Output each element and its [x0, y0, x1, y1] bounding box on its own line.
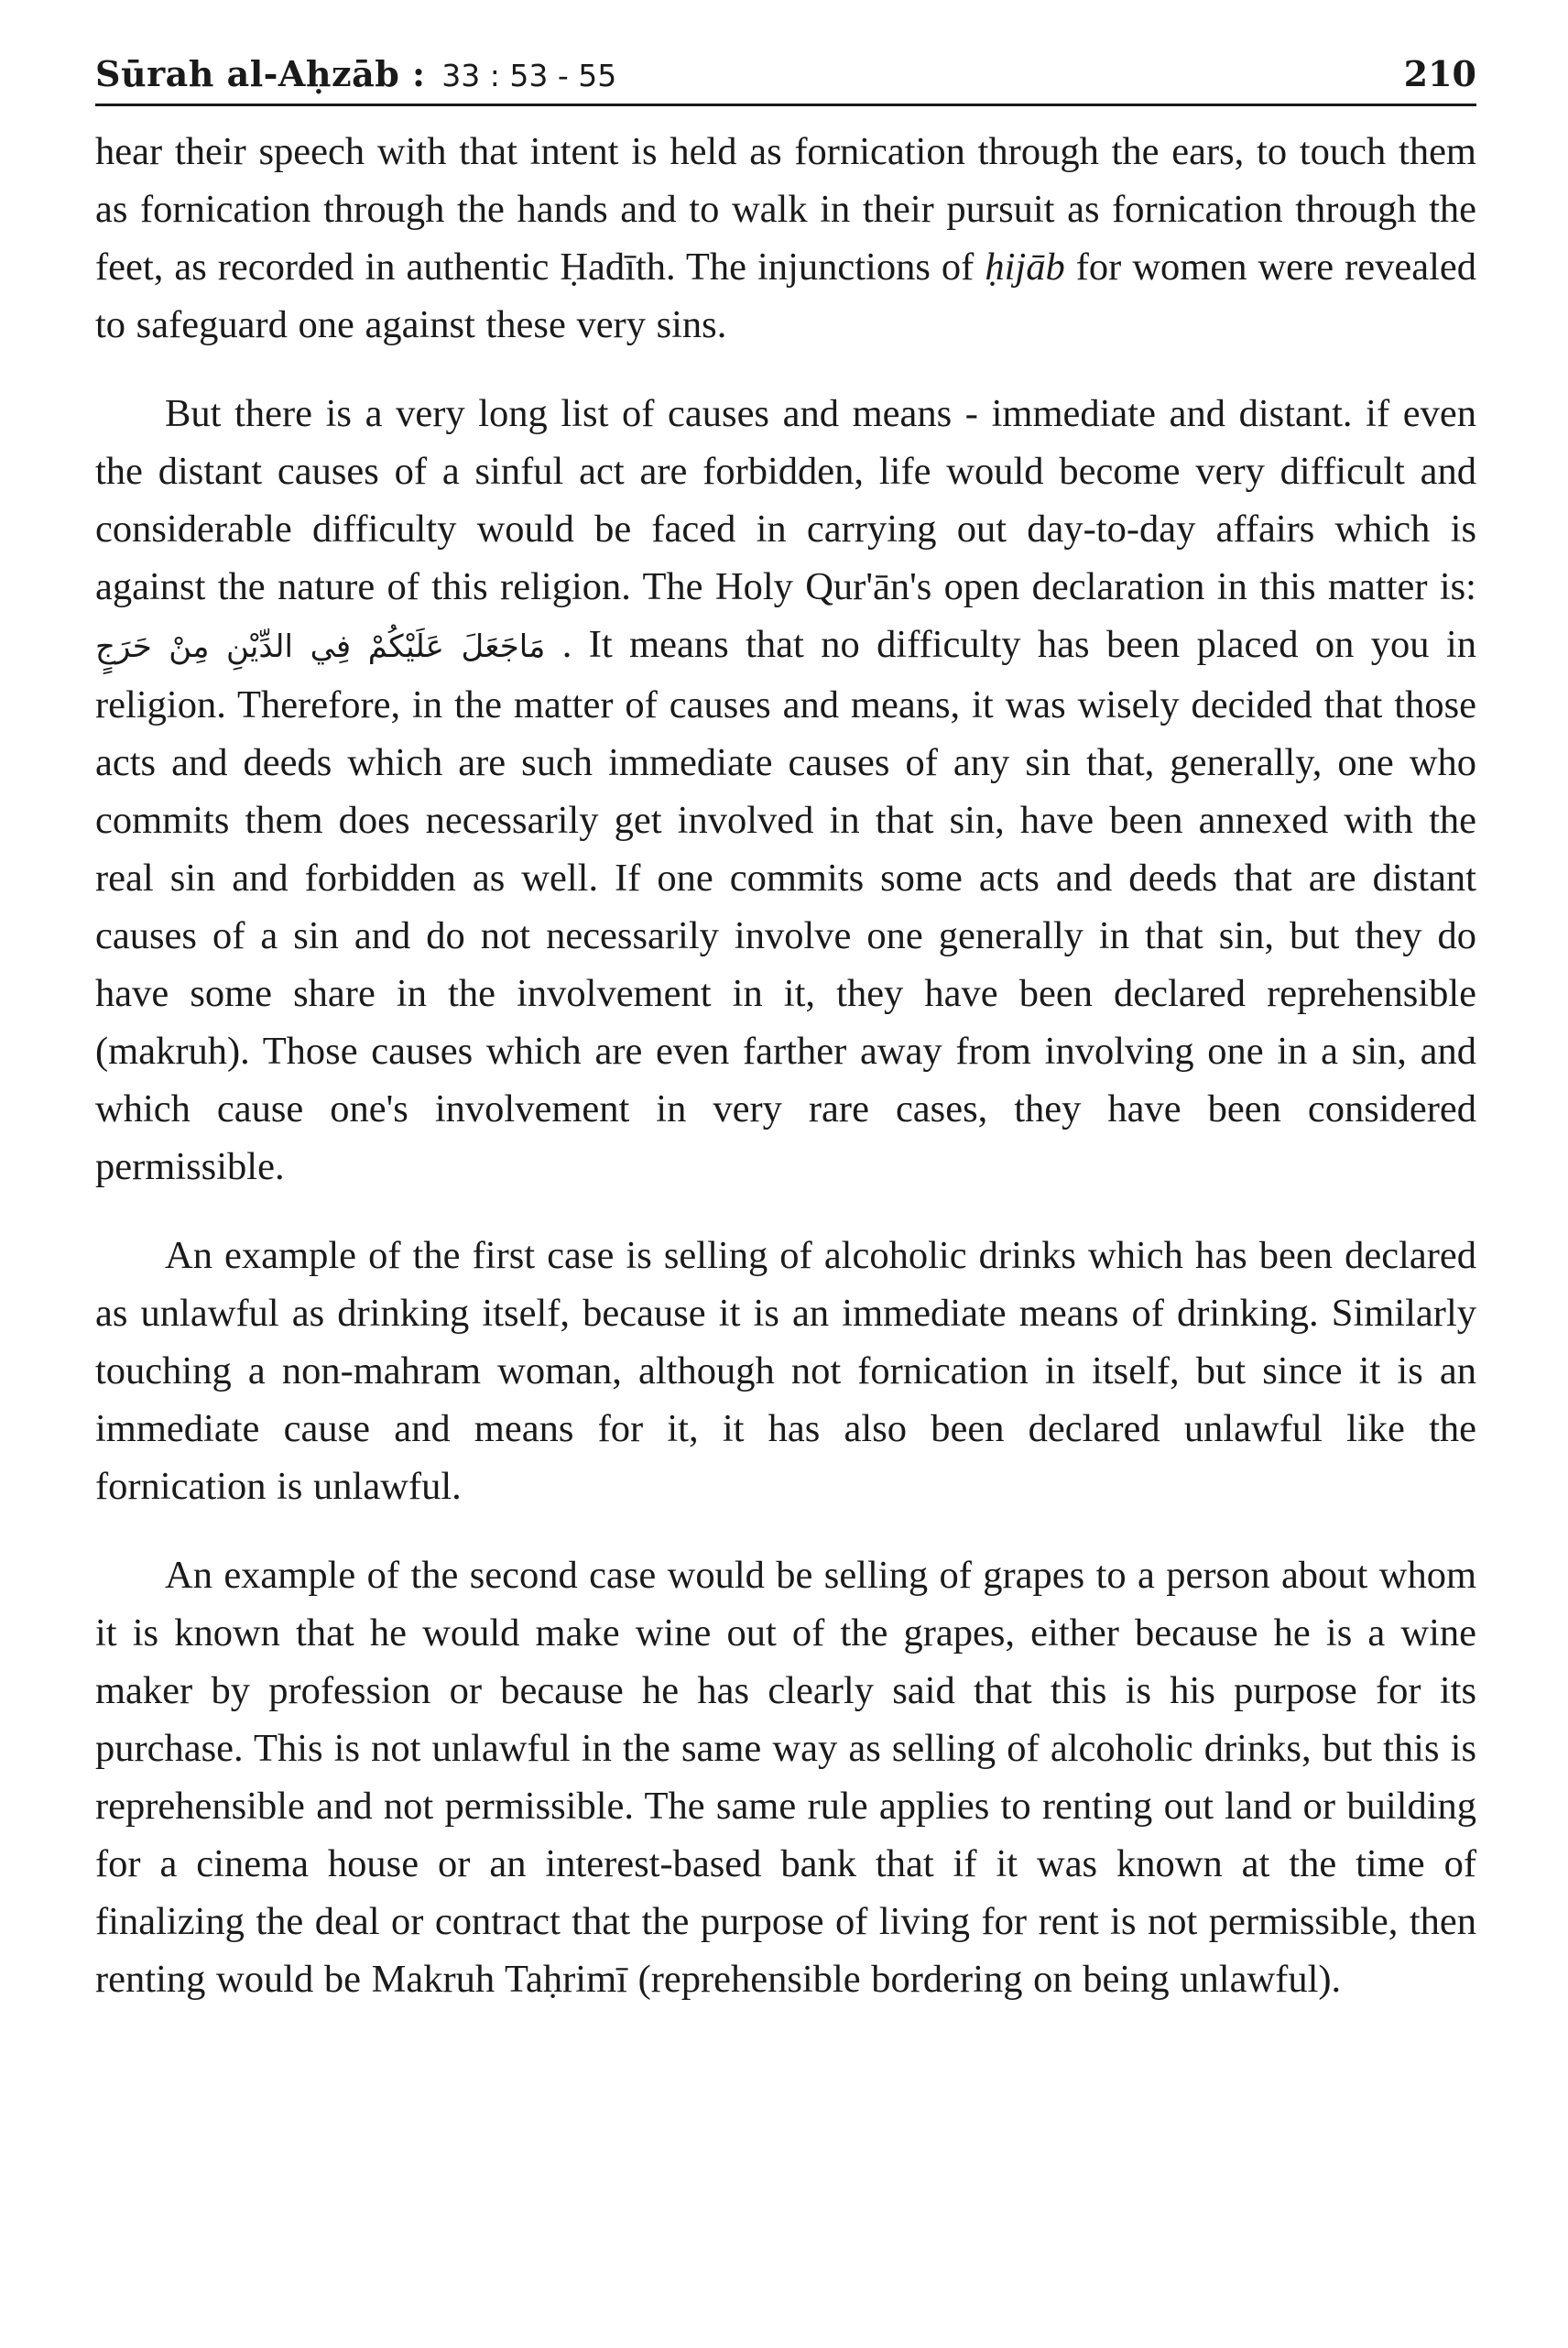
paragraph-2-text-b: . It means that no difficulty has been placed on you in religion. Therefore, in the matter of causes and means, it was wisely decided that those acts and deeds which are such immediate causes of any sin that, generally, one who commits them does necessarily get involved in that sin, have been annexed with the real sin and forbidden as well. If one commits some acts and deeds that are distant causes of a sin and do not necessarily involve one generally in that sin, but they do have some share in the involvement in it, they have been declared reprehensible (makruh). Those causes which are even farther away from involving one in a sin, and which cause one's involvement in very rare cases, they have been considered permissible. — [95, 623, 1476, 1188]
book-page — [95, 53, 1476, 2039]
page-body — [95, 123, 1476, 2008]
term-hijab: ḥijāb — [985, 246, 1065, 289]
running-title — [95, 53, 616, 94]
paragraph-3-text: An example of the first case is selling of alcoholic drinks which has been declared as unlawful as drinking itself, because it is an immediate means of drinking. Similarly touching a non-mahram woman, although not fornication in itself, but since it is an immediate cause and means for it, it has also been declared unlawful like the fornication is unlawful. — [95, 1234, 1476, 1508]
paragraph-1 — [95, 123, 1476, 354]
arabic-quotation: مَاجَعَلَ عَلَيْكُمْ فِي الدِّيْنِ مِنْ حَرَجٍ — [95, 628, 546, 665]
running-header — [95, 53, 1476, 106]
page-number: 210 — [1403, 53, 1476, 94]
surah-name: Sūrah al-Aḥzāb — [95, 53, 400, 94]
paragraph-1-text-b: for women were revealed to safeguard one against these very sins. — [95, 246, 1477, 346]
paragraph-1-text-a: hear their speech with that intent is held as fornication through the ears, to touch them as fornication through the hands and to walk in their pursuit as fornication through the feet, as recorded in authentic Ḥadīth. The injunctions of — [95, 130, 1476, 289]
paragraph-4-text: An example of the second case would be selling of grapes to a person about whom it is known that he would make wine out of the grapes, either because he is a wine maker by profession or because he has clearly said that this is his purpose for its purchase. This is not unlawful in the same way as selling of alcoholic drinks, but this is reprehensible and not permissible. The same rule applies to renting out land or building for a cinema house or an interest-based bank that if it was known at the time of finalizing the deal or contract that the purpose of living for rent is not permissible, then renting would be Makruh Taḥrimī (reprehensible bordering on being unlawful). — [95, 1554, 1476, 2001]
verse-reference: 33 : 53 - 55 — [441, 58, 617, 93]
title-separator: : — [399, 53, 439, 94]
paragraph-3 — [95, 1227, 1476, 1515]
paragraph-2-text-a: But there is a very long list of causes and means - immediate and distant. if even the distant causes of a sinful act are forbidden, life would become very difficult and considerable difficulty would be faced in carrying out day-to-day affairs which is against the nature of this religion. The Holy Qur'ān's open declaration in this matter is: — [95, 392, 1476, 608]
paragraph-2 — [95, 385, 1476, 1196]
paragraph-4 — [95, 1546, 1476, 2008]
